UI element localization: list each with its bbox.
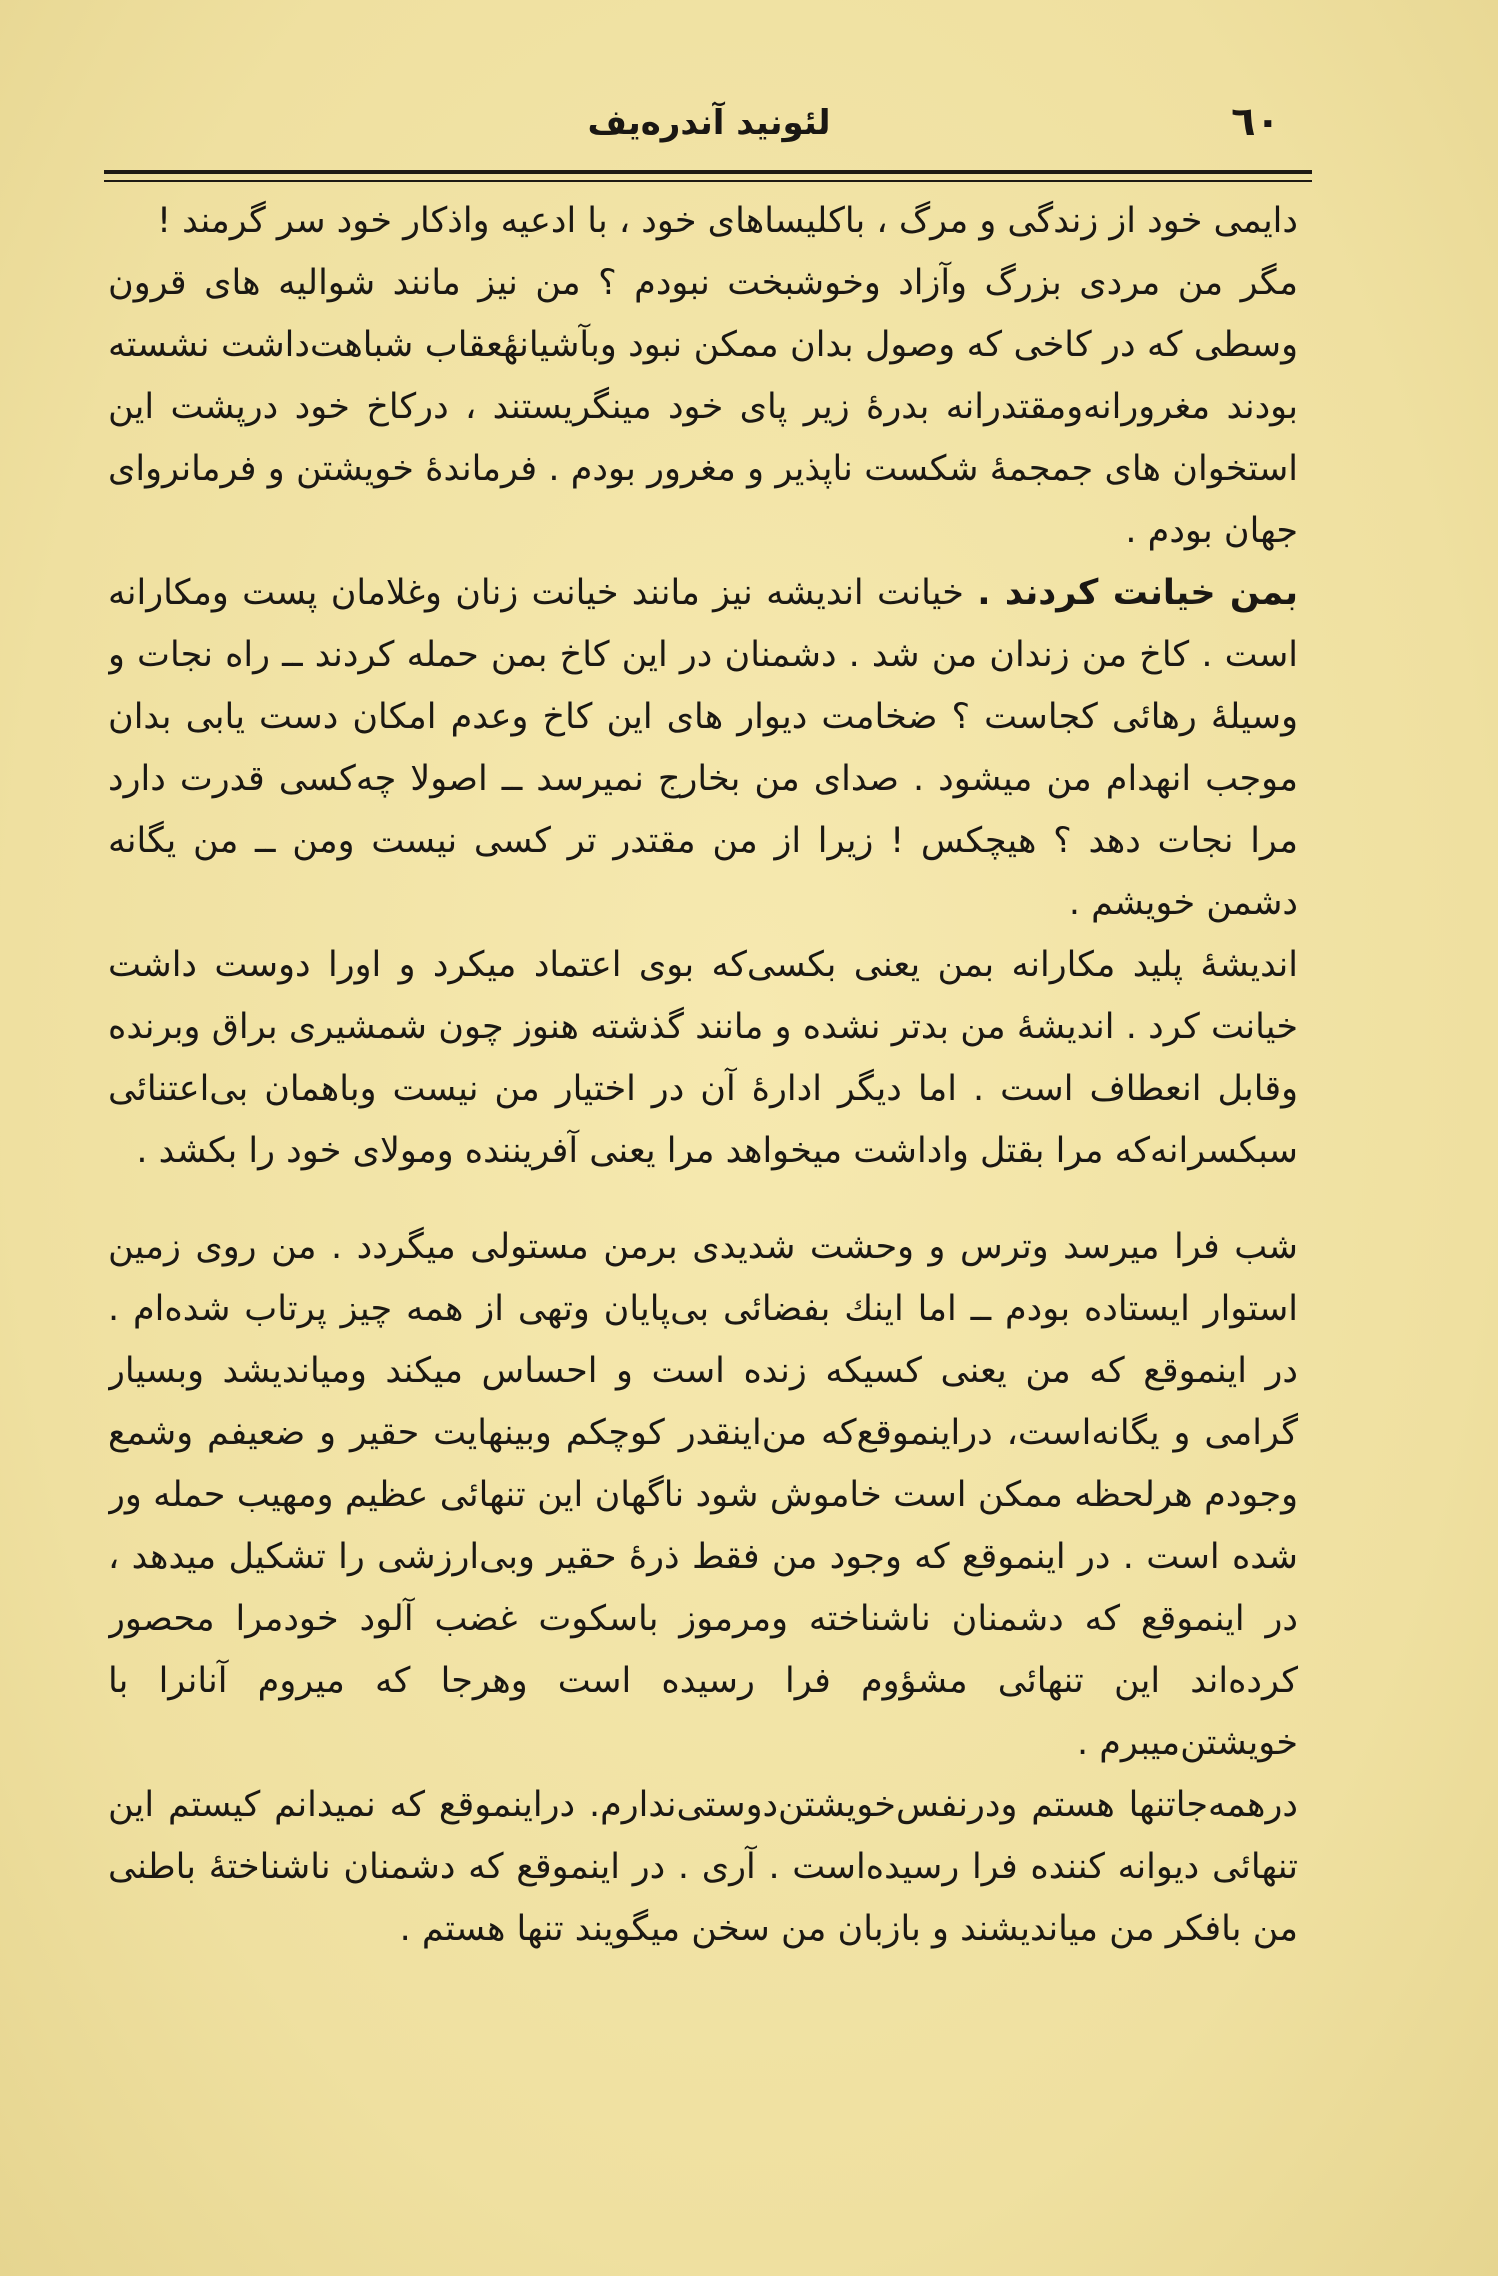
paragraph-text: خیانت اندیشه نیز مانند خیانت زنان وغلامان پست ومکارانه است . کاخ من زندان من شد . دشمنان در این کاخ بمن حمله کردند ــ راه نجات و وسیلهٔ رهائی کجاست ؟ ضخامت دیوار های این کاخ وعدم امکان دست یابی بدان موجب انهدام من میشود . صدای من بخارج نمیرسد ــ اصولا چه‌کسی قدرت دارد مرا نجات دهد ؟ هیچکس ! زیرا از من مقتدر تر کسی نیست ومن ــ من یگانه دشمن خویشم . [108, 573, 1298, 923]
paragraph: شب فرا میرسد وترس و وحشت شدیدی برمن مستولی میگردد . من روی زمین استوار ایستاده بودم ــ اما اینك بفضائی بی‌پایان وتهی از همه چیز پرتاب شده‌ام . در اینموقع که من یعنی کسیکه زنده است و احساس میکند ومیاندیشد وبسیار گرامی و یگانه‌است، دراینموقع‌که من‌اینقدر کوچکم وبینهایت حقیر و ضعیفم وشمع وجودم هرلحظه ممکن است خاموش شود ناگهان این تنهائی عظیم ومهیب حمله ور شده است . در اینموقع که وجود من فقط ذرهٔ حقیر وبی‌ارزشی را تشکیل میدهد ، در اینموقع که دشمنان ناشناخته ومرموز باسکوت غضب آلود خودمرا محصور کرده‌اند این تنهائی مشؤوم فرا رسیده است وهرجا که میروم آنانرا با خویشتن‌میبرم . [108, 1227, 1298, 1763]
running-title: لئونید آندره‌یف [587, 103, 831, 143]
paragraph: مگر من مردی بزرگ وآزاد وخوشبخت نبودم ؟ من نیز مانند شوالیه های قرون وسطی که در کاخی که وصول بدان ممکن نبود وبآشیانهٔعقاب شباهت‌داشت نشسته بودند مغرورانه‌ومقتدرانه بدرهٔ زیر پای خود مینگریستند ، درکاخ خود درپشت این استخوان های جمجمهٔ شکست ناپذیر و مغرور بودم . فرماندهٔ خویشتن و فرمانروای جهان بودم . [108, 263, 1298, 551]
body-text [108, 190, 1298, 2180]
paragraph [108, 562, 1298, 934]
paragraph: اندیشهٔ پلید مکارانه بمن یعنی بکسی‌که بوی اعتماد میکرد و اورا دوست داشت خیانت کرد . اندیشهٔ من بدتر نشده و مانند گذشته هنوز چون شمشیری براق وبرنده وقابل انعطاف است . اما دیگر ادارهٔ آن در اختیار من نیست وباهمان بی‌اعتنائی سبکسرانه‌که مرا بقتل واداشت میخواهد مرا یعنی آفریننده ومولای خود را بکشد . [108, 945, 1298, 1171]
header-rule-thin [104, 180, 1312, 182]
paragraph-lead: بمن خیانت کردند . [977, 573, 1298, 613]
paragraph: دایمی خود از زندگی و مرگ ، باکلیساهای خود ، با ادعیه واذکار خود سر گرمند ! [156, 201, 1298, 241]
paragraph: درهمه‌جاتنها هستم ودرنفس‌خویشتن‌دوستی‌ندارم. دراینموقع که نمیدانم کیستم این تنهائی دیوانه کننده فرا رسیده‌است . آری . در اینموقع که دشمنان ناشناختهٔ باطنی من بافکر من میاندیشند و بازبان من سخن میگویند تنها هستم . [108, 1785, 1298, 1949]
page-number: ٦٠ [1231, 99, 1280, 145]
header-rule-thick [104, 170, 1312, 174]
page-header [108, 95, 1310, 155]
